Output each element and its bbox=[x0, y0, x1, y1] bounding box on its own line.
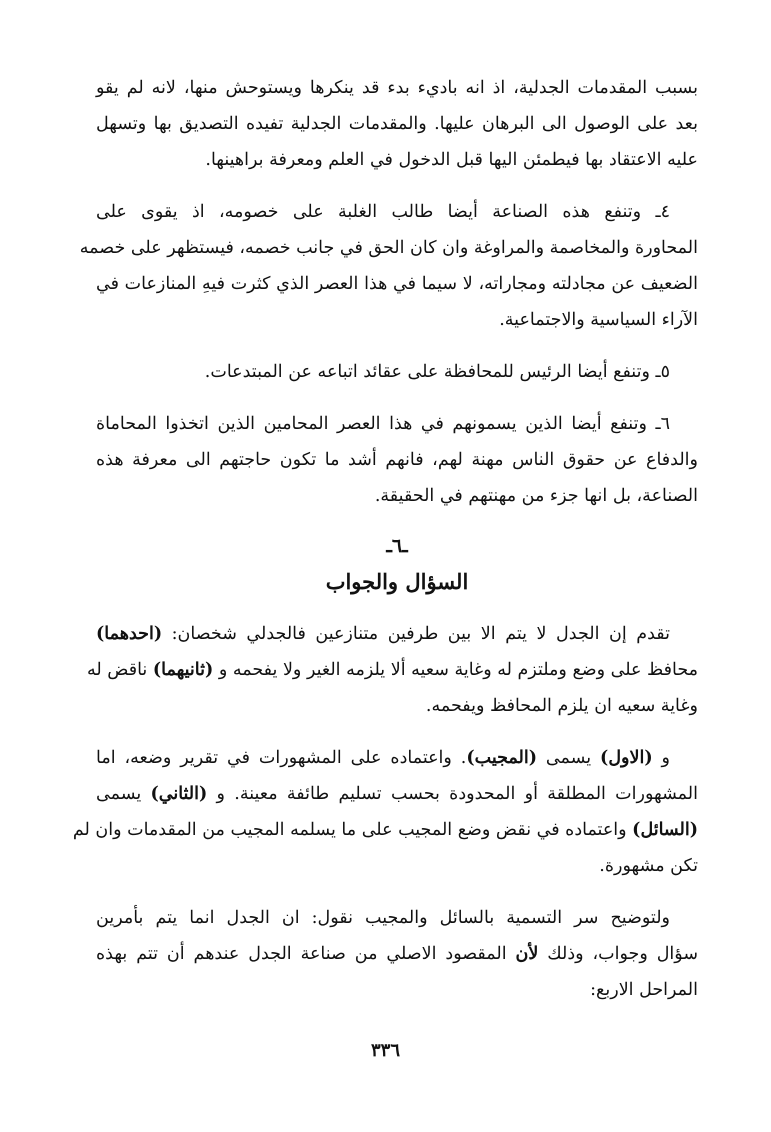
text-line: ٤ـ وتنفع هذه الصناعة أيضا طالب الغلبة على خصومه، اذ يقوى على bbox=[96, 202, 670, 222]
text-line bbox=[72, 812, 698, 848]
text-line bbox=[96, 740, 698, 776]
paragraph-item-6 bbox=[96, 406, 698, 514]
text-line bbox=[87, 652, 698, 688]
text-run: واعتماده في نقض وضع المجيب على ما يسلمه المجيب من المقدمات وان لم bbox=[72, 820, 633, 840]
paragraph-item-5 bbox=[96, 354, 698, 390]
bold-term: (المجيب) bbox=[466, 748, 537, 768]
text-run: المشهورات المطلقة أو المحدودة بحسب تسليم طائفة معينة. و bbox=[207, 784, 698, 804]
text-line: ولتوضيح سر التسمية بالسائل والمجيب نقول: ان الجدل انما يتم بأمرين bbox=[96, 908, 670, 928]
text-line: وغاية سعيه ان يلزم المحافظ ويفحمه. bbox=[425, 696, 698, 716]
paragraph-item-4 bbox=[79, 194, 698, 338]
text-run: المقصود الاصلي من صناعة الجدل عندهم أن تتم بهذه bbox=[96, 944, 516, 964]
bold-term: لأن bbox=[515, 944, 539, 964]
text-line: عليه الاعتقاد بها فيطمئن اليها قبل الدخول في العلم ومعرفة براهينها. bbox=[205, 150, 698, 170]
text-line: الضعيف عن مجادلته ومجاراته، لا سيما في هذا العصر الذي كثرت فيهِ المنازعات في bbox=[96, 274, 698, 294]
text-run: يسمى bbox=[537, 748, 601, 768]
text-line: ٥ـ وتنفع أيضا الرئيس للمحافظة على عقائد اتباعه عن المبتدعات. bbox=[204, 362, 670, 382]
page-body bbox=[72, 70, 698, 1024]
bold-term: (السائل) bbox=[632, 820, 698, 840]
text-line bbox=[96, 776, 698, 812]
section-number: ـ٦ـ bbox=[386, 535, 408, 557]
bold-term: (احدهما) bbox=[96, 624, 163, 644]
text-line: الآراء السياسية والاجتماعية. bbox=[499, 310, 698, 330]
bold-term: (ثانيهما) bbox=[152, 660, 214, 680]
text-line bbox=[96, 936, 698, 972]
text-line: بسبب المقدمات الجدلية، اذ انه باديء بدء قد ينكرها ويستوحش منها، لانه لم يقو bbox=[96, 78, 698, 98]
text-run: محافظ على وضع وملتزم له وغاية سعيه ألا يلزمه الغير ولا يفحمه و bbox=[213, 660, 698, 680]
paragraph-continuation bbox=[96, 70, 698, 178]
text-run: سؤال وجواب، وذلك bbox=[538, 944, 698, 964]
text-line: تكن مشهورة. bbox=[599, 856, 698, 876]
text-run: . واعتماده على المشهورات في تقرير وضعه، اما bbox=[96, 748, 467, 768]
page-number: ٣٣٦ bbox=[370, 1040, 400, 1061]
text-line: والدفاع عن حقوق الناس مهنة لهم، فانهم أشد ما تكون حاجتهم الى معرفة هذه bbox=[96, 450, 698, 470]
text-run: ناقض له bbox=[87, 660, 153, 680]
text-run: تقدم إن الجدل لا يتم الا بين طرفين متنازعين فالجدلي شخصان: bbox=[162, 624, 670, 644]
text-line: المراحل الاربع: bbox=[590, 980, 698, 1000]
bold-term: (الاول) bbox=[600, 748, 653, 768]
paragraph-naming bbox=[72, 740, 698, 884]
text-line: بعد على الوصول الى البرهان عليها. والمقدمات الجدلية تفيده التصديق بها وتسهل bbox=[96, 114, 698, 134]
text-line: المحاورة والمخاصمة والمراوغة وان كان الحق في جانب خصمه، فيستظهر على خصمه bbox=[79, 238, 698, 258]
text-line bbox=[96, 616, 698, 652]
paragraph-explanation bbox=[96, 900, 698, 1008]
section-title: السؤال والجواب bbox=[325, 569, 469, 594]
paragraph-dialectic-parties bbox=[87, 616, 698, 724]
text-run: و bbox=[652, 748, 671, 768]
text-run: يسمى bbox=[96, 784, 151, 804]
text-line: الصناعة، بل انها جزء من مهنتهم في الحقيقة. bbox=[374, 486, 698, 506]
text-line: ٦ـ وتنفع أيضا الذين يسمونهم في هذا العصر المحامين الذين اتخذوا المحاماة bbox=[96, 414, 670, 434]
bold-term: (الثاني) bbox=[150, 784, 208, 804]
